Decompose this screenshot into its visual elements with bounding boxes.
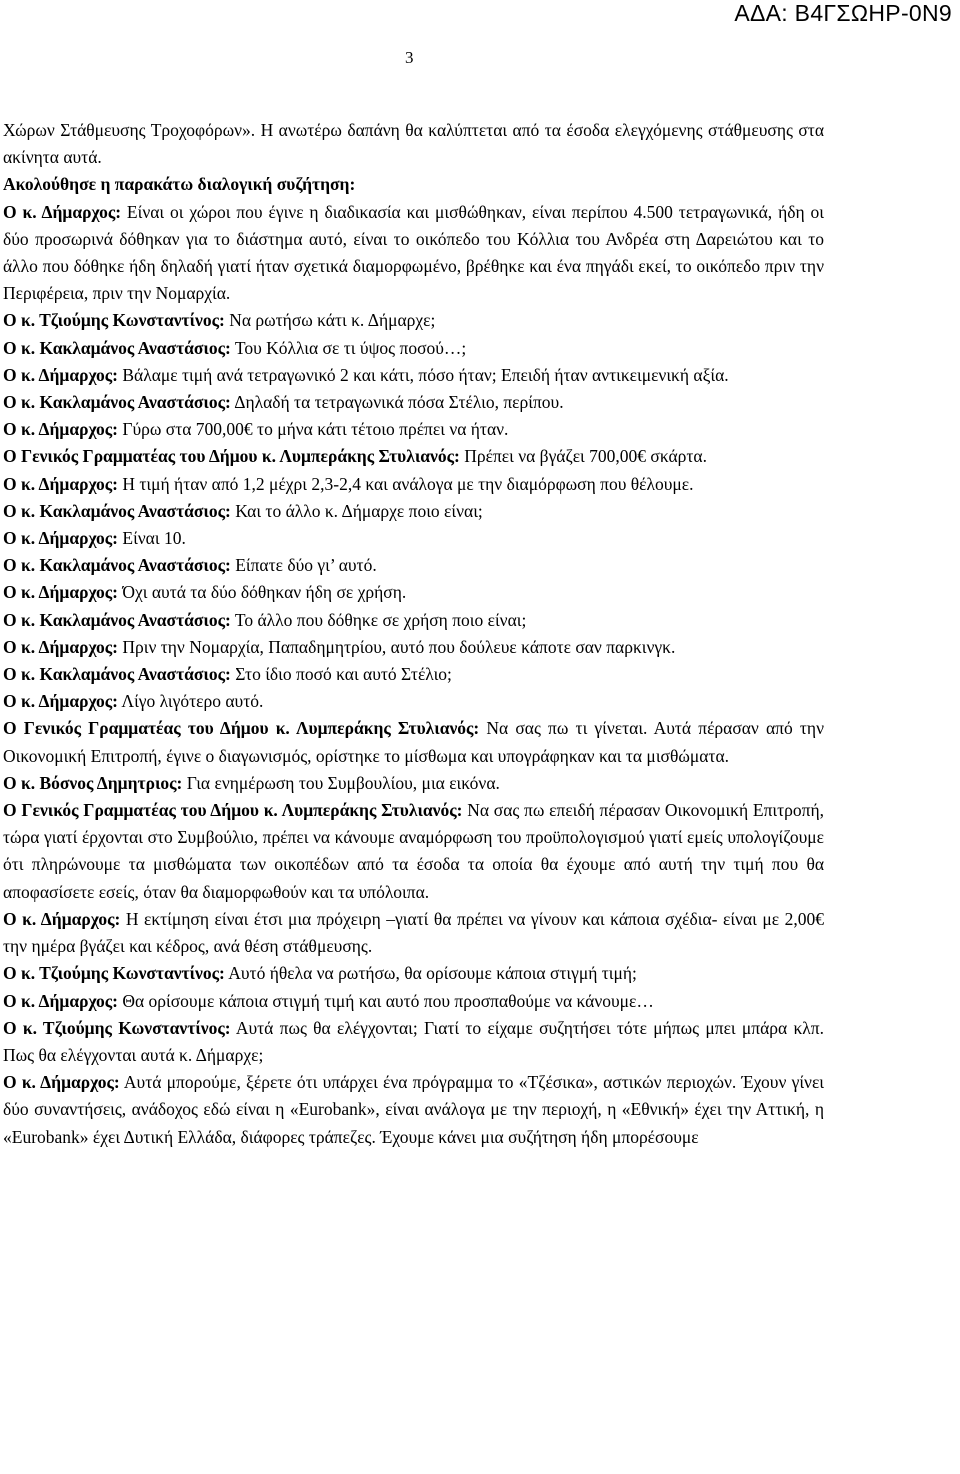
minutes-paragraph — [3, 579, 824, 606]
speech-text: Πρέπει να βγάζει 700,00€ σκάρτα. — [459, 446, 707, 467]
speaker-name: Ο κ. Δήμαρχος: — [3, 419, 118, 440]
speaker-name: Ο κ. Δήμαρχος: — [3, 364, 118, 385]
ada-code: ΑΔΑ: Β4ΓΣΩΗΡ-0Ν9 — [734, 0, 952, 26]
minutes-paragraph — [3, 770, 824, 797]
speech-text: Είναι 10. — [118, 528, 186, 549]
minutes-paragraph — [3, 199, 824, 308]
speaker-name: Ο κ. Κακλαμάνος Αναστάσιος: — [3, 555, 231, 576]
speaker-name: Ο κ. Βόσνος Δημητριος: — [3, 772, 183, 793]
speaker-name: Ο Γενικός Γραμματέας του Δήμου κ. Λυμπεράκης Στυλιανός: — [3, 446, 460, 467]
speaker-name: Ο κ. Κακλαμάνος Αναστάσιος: — [3, 337, 231, 358]
minutes-paragraph — [3, 988, 824, 1015]
speaker-name: Ο κ. Κακλαμάνος Αναστάσιος: — [3, 609, 231, 630]
speech-text: Στο ίδιο ποσό και αυτό Στέλιο; — [230, 664, 452, 685]
speaker-name: Ο κ. Δήμαρχος: — [3, 990, 118, 1011]
speech-text: Βάλαμε τιμή ανά τετραγωνικό 2 και κάτι, πόσο ήταν; Επειδή ήταν αντικειμενική αξία. — [118, 364, 729, 385]
speaker-name: Ο κ. Κακλαμάνος Αναστάσιος: — [3, 392, 231, 413]
minutes-paragraph — [3, 525, 824, 552]
minutes-paragraph — [3, 688, 824, 715]
minutes-paragraph — [3, 1069, 824, 1151]
speaker-name: Ο κ. Δήμαρχος: — [3, 528, 118, 549]
page-number: 3 — [405, 48, 414, 67]
speech-text: Το άλλο που δόθηκε σε χρήση ποιο είναι; — [230, 609, 527, 630]
speaker-name: Ο Γενικός Γραμματέας του Δήμου κ. Λυμπεράκης Στυλιανός: — [3, 718, 480, 739]
speaker-name: Ο Γενικός Γραμματέας του Δήμου κ. Λυμπεράκης Στυλιανός: — [3, 800, 463, 821]
speech-text: Δηλαδή τα τετραγωνικά πόσα Στέλιο, περίπου. — [230, 392, 564, 413]
speech-text: Να ρωτήσω κάτι κ. Δήμαρχε; — [224, 310, 436, 331]
minutes-paragraph — [3, 335, 824, 362]
minutes-paragraph — [3, 117, 824, 171]
speech-text: Να σας πω τι γίνεται. Αυτά πέρασαν από την Οικονομική Επιτροπή, έγινε ο διαγωνισμός, ορίστηκε το μίσθωμα και υπογράφηκαν και τα μισθώματα. — [3, 718, 824, 766]
speech-text: Να σας πω επειδή πέρασαν Οικονομική Επιτροπή, τώρα γιατί έρχονται στο Συμβούλιο, πρέπει να κάνουμε αναμόρφωση του προϋπολογισμού γιατί εμείς υπολογίζουμε ότι πληρώνουμε τα μισθώματα των οικοπέδων από τα έσοδα τα οποία θα έχουμε από αυτή την τιμή που θα αποφασίσετε εσείς, όταν θα διαμορφωθούν και τα υπόλοιπα. — [3, 800, 824, 902]
speech-text: Αυτά πως θα ελέγχονται; Γιατί το είχαμε συζητήσει τότε μήπως μπει μπάρα κλπ. Πως θα ελέγχονται αυτά κ. Δήμαρχε; — [3, 1017, 824, 1065]
speaker-name: Ο κ. Δήμαρχος: — [3, 691, 118, 712]
minutes-paragraph — [3, 552, 824, 579]
speaker-name: Ο κ. Κακλαμάνος Αναστάσιος: — [3, 500, 231, 521]
speech-text: Είναι οι χώροι που έγινε η διαδικασία και μισθώθηκαν, είναι περίπου 4.500 τετραγωνικά, ήδη οι δύο προσωρινά δόθηκαν για το διάστημα αυτό, είναι το οικόπεδο του Κόλλια του Ανδρέα στη Δαρειώτου και το άλλο που δόθηκε ήδη δηλαδή γιατί ήταν σχετικά διαμορφωμένο, βρέθηκε και ένα πηγάδι εκεί, το οικόπεδο πριν την Περιφέρεια, πριν την Νομαρχία. — [3, 201, 824, 304]
speaker-name: Ο κ. Δήμαρχος: — [3, 908, 121, 929]
speaker-name: Ο κ. Τζιούμης Κωνσταντίνος: — [3, 310, 225, 331]
speech-text: Θα ορίσουμε κάποια στιγμή τιμή και αυτό που προσπαθούμε να κάνουμε… — [118, 990, 654, 1011]
speaker-name: Ο κ. Δήμαρχος: — [3, 201, 122, 222]
speaker-name: Ακολούθησε η παρακάτω διαλογική συζήτηση: — [3, 174, 356, 195]
speech-text: Αυτά μπορούμε, ξέρετε ότι υπάρχει ένα πρόγραμμα το «Τζέσικα», αστικών περιοχών. Έχουν γίνει δύο συναντήσεις, ανάδοχος εδώ είναι η «Eurobank», είναι ανάλογα με την περιοχή, η «Εθνική» έχει την Αττική, η «Eurobank» έχει Δυτική Ελλάδα, διάφορες τράπεζες. Έχουμε κάνει μια συζήτηση ήδη μπορέσουμε — [3, 1072, 824, 1147]
minutes-paragraph — [3, 715, 824, 769]
speaker-name: Ο κ. Δήμαρχος: — [3, 1072, 120, 1093]
speaker-name: Ο κ. Δήμαρχος: — [3, 473, 118, 494]
minutes-paragraph — [3, 389, 824, 416]
minutes-paragraph — [3, 362, 824, 389]
speaker-name: Ο κ. Τζιούμης Κωνσταντίνος: — [3, 1017, 231, 1038]
speech-text: Όχι αυτά τα δύο δόθηκαν ήδη σε χρήση. — [118, 582, 407, 603]
minutes-paragraph — [3, 1015, 824, 1069]
minutes-body — [3, 117, 824, 1151]
minutes-paragraph — [3, 443, 824, 470]
speech-text: Και το άλλο κ. Δήμαρχε ποιο είναι; — [230, 500, 483, 521]
minutes-paragraph — [3, 634, 824, 661]
speech-text: Είπατε δύο γι’ αυτό. — [230, 555, 377, 576]
speech-text: Για ενημέρωση του Συμβουλίου, μια εικόνα. — [182, 772, 500, 793]
speech-text: Η εκτίμηση είναι έτσι μια πρόχειρη –γιατί θα πρέπει να γίνουν και κάποια σχέδια- είναι με 2,00€ την ημέρα βγάζει και κέδρος, ανά θέση στάθμευσης. — [3, 908, 824, 957]
speech-text: Λίγο λιγότερο αυτό. — [118, 691, 264, 712]
speech-text: Γύρω στα 700,00€ το μήνα κάτι τέτοιο πρέπει να ήταν. — [118, 419, 509, 440]
minutes-paragraph — [3, 307, 824, 334]
minutes-paragraph — [3, 661, 824, 688]
speech-text: Η τιμή ήταν από 1,2 μέχρι 2,3-2,4 και ανάλογα με την διαμόρφωση που θέλουμε. — [118, 473, 694, 494]
minutes-paragraph — [3, 797, 824, 906]
minutes-paragraph — [3, 416, 824, 443]
speech-text: Χώρων Στάθμευσης Τροχοφόρων». Η ανωτέρω δαπάνη θα καλύπτεται από τα έσοδα ελεγχόμενης στάθμευσης στα ακίνητα αυτά. — [3, 120, 824, 168]
speech-text: Του Κόλλια σε τι ύψος ποσού…; — [230, 337, 467, 358]
minutes-paragraph — [3, 960, 824, 987]
minutes-paragraph — [3, 906, 824, 960]
minutes-paragraph — [3, 471, 824, 498]
speaker-name: Ο κ. Τζιούμης Κωνσταντίνος: — [3, 963, 225, 984]
speaker-name: Ο κ. Δήμαρχος: — [3, 582, 118, 603]
minutes-paragraph — [3, 498, 824, 525]
speaker-name: Ο κ. Κακλαμάνος Αναστάσιος: — [3, 664, 231, 685]
speech-text: Αυτό ήθελα να ρωτήσω, θα ορίσουμε κάποια στιγμή τιμή; — [224, 963, 637, 984]
speaker-name: Ο κ. Δήμαρχος: — [3, 636, 118, 657]
minutes-paragraph — [3, 171, 824, 198]
minutes-paragraph — [3, 607, 824, 634]
speech-text: Πριν την Νομαρχία, Παπαδημητρίου, αυτό που δούλευε κάποτε σαν παρκινγκ. — [118, 636, 676, 657]
